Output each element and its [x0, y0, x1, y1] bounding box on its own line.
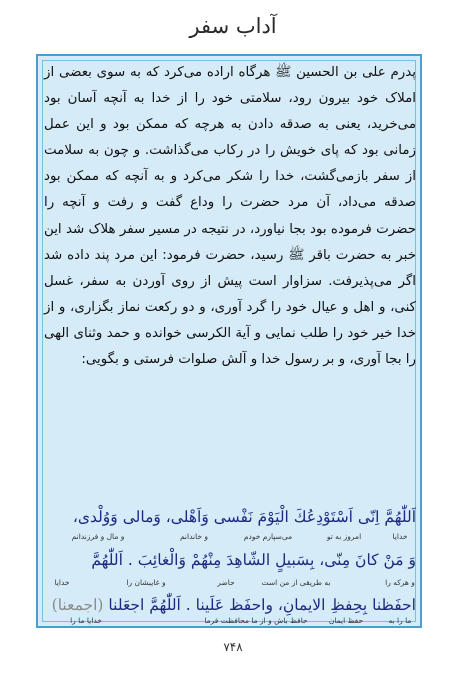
translation-word: خدایا: [392, 532, 408, 541]
translation-word: و خاندانم: [179, 532, 209, 541]
translation-word: حفظ ایمان: [328, 616, 364, 625]
translation-word: امروز به تو: [326, 532, 362, 541]
prayer-line-2: وَ مَنْ کانَ مِنّی، بِسَبیلٍ الشّاهِدَ مِنْهُمْ وَالْغائِبَ . اَللّٰهُمَّ: [91, 551, 416, 569]
paragraph-text: پدرم علی بن الحسین ﷺ هرگاه اراده می‌کرد که به سوی بعضی از املاک خود بیرون رود، سلامتی خود را از خدا به آنچه آسان بود می‌خرید، یعنی به صدقه دادن به هرچه که ممکن بود و این عمل زمانی بود که پای خویش را در رکاب می‌گذاشت. و چون به سلامت از سفر بازمی‌گشت، خدا را شکر می‌کرد و به آنچه که ممکن بود صدقه می‌داد، آن مرد حضرت را وداع گفت و رفت و آنچه را حضرت فرموده بود بجا نیاورد، در نتیجه در مسیر سفر هلاک شد این خبر به حضرت باقر ﷺ رسید، حضرت فرمود: این مرد پند داده شد اگر می‌پذیرفت. سزاوار است پیش از روی آوردن به سفر، غسل کنی، و اهل و عیال خود را گرد آوری، و دو رکعت نماز بگزاری، و از خدا خیر خود را طلب نمایی و آیة الکرسی خوانده و حمد وثنای الهی را بجا آوری، و بر رسول خدا و آلش صلوات فرستی و بگویی:: [44, 65, 416, 368]
translation-word: و غایبشان را: [126, 578, 166, 587]
translation-word: حاضر: [217, 578, 235, 587]
translation-word: حافظ باش و از ما محافظت فرما: [204, 616, 308, 625]
prayer-line-3: [44, 596, 416, 614]
translation-row-2: [44, 578, 416, 590]
prayer-line-3-variant: (اجمعنا): [51, 596, 104, 614]
page-title: آداب سفر: [189, 14, 277, 38]
translation-word: می‌سپارم خودم: [243, 532, 293, 541]
translation-word: ما را به: [388, 616, 412, 625]
translation-word: خدایا: [54, 578, 70, 587]
prayer-line-1: اَللّٰهُمَّ اِنّی اَسْتَوْدِعُكَ الْیَوْمَ نَفْسی وَاَهْلی، وَمالی وَوُلْدی،: [72, 508, 416, 526]
translation-row-3: [44, 616, 416, 628]
translation-word: و هرکه را: [385, 578, 415, 587]
main-paragraph: [44, 60, 416, 373]
translation-word: به طریقی از من است: [261, 578, 331, 587]
prayer-line-3-main: احفَظنا بِحِفظِ الایمانِ، واحفَظ عَلَینا . اَللّٰهُمَّ اجعَلنا: [108, 596, 416, 614]
translation-word: و مال و فرزندانم: [71, 532, 125, 541]
page-number: ۷۴۸: [223, 640, 243, 654]
translation-word: خدایا ما را: [70, 616, 102, 625]
translation-row-1: [44, 532, 416, 544]
